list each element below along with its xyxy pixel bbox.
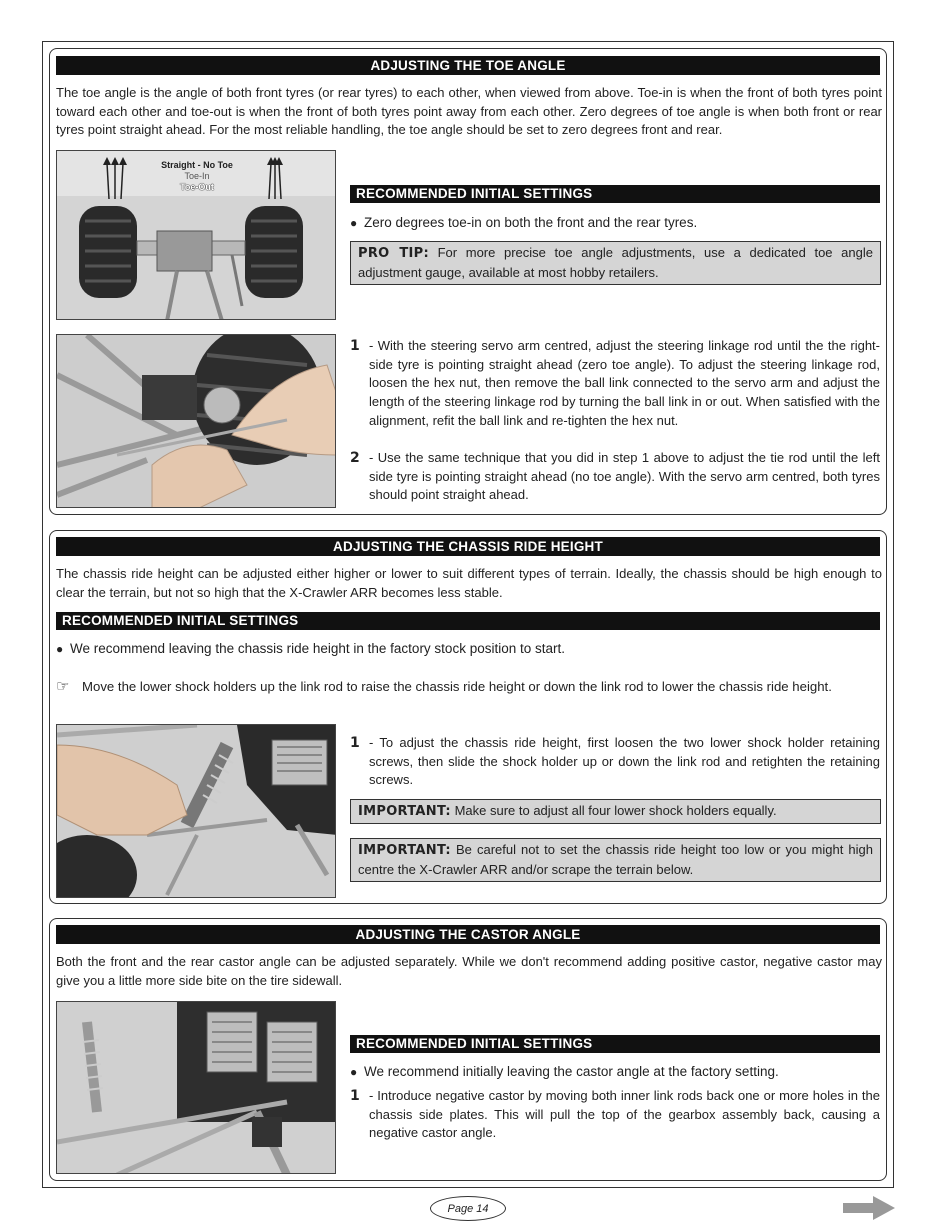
diagram-label-toe-out: Toe-Out <box>180 182 214 192</box>
steering-adjust-photo <box>56 334 336 508</box>
important-box-2 <box>350 838 881 882</box>
toe-step-1-number: 1 <box>350 338 360 354</box>
important-1-text: Make sure to adjust all four lower shock holders equally. <box>454 803 777 818</box>
castor-recommended-bullet: We recommend initially leaving the castor angle at the factory setting. <box>364 1064 779 1079</box>
ride-step-1-text: - To adjust the chassis ride height, first loosen the two lower shock holder retaining screws, then slide the shock holder up or down the link rod and retighten the retaining screws. <box>369 735 880 788</box>
important-2-lead: IMPORTANT: <box>358 843 451 858</box>
ride-step-1 <box>350 734 880 790</box>
toe-step-1 <box>350 337 880 431</box>
castor-photo <box>56 1001 336 1174</box>
ride-recommended-title: RECOMMENDED INITIAL SETTINGS <box>56 612 880 630</box>
castor-step-1-number: 1 <box>350 1088 360 1104</box>
toe-angle-section <box>49 48 887 515</box>
bullet-dot-icon: ● <box>56 642 64 656</box>
shock-holder-photo <box>56 724 336 898</box>
ride-recommended-bullet: We recommend leaving the chassis ride height in the factory stock position to start. <box>70 641 565 656</box>
toe-step-2 <box>350 449 880 505</box>
toe-recommended-bullet: Zero degrees toe-in on both the front and the rear tyres. <box>364 215 698 230</box>
pro-tip-box <box>350 241 881 285</box>
toe-intro-paragraph: The toe angle is the angle of both front tyres (or rear tyres) to each other, when viewed from above. Toe-in is when the front of both tyres point toward each other and toe-out is when the front of both tyres point away from each other. Zero degrees of toe angle is when both front or rear tyres point straight ahead. For the most reliable handling, the toe angle should be set to zero degrees front and rear. <box>56 85 882 138</box>
important-2-text: Be careful not to set the chassis ride height too low or you might high centre the X-Crawler ARR and/or scrape the terrain below. <box>358 842 873 877</box>
pointing-hand-icon: ☞ <box>56 678 70 695</box>
pro-tip-lead: PRO TIP: <box>358 246 429 261</box>
pro-tip-text: For more precise toe angle adjustments, use a dedicated toe angle adjustment gauge, available at most hobby retailers. <box>358 245 873 280</box>
bullet-dot-icon: ● <box>350 1065 358 1079</box>
page-number: Page 14 <box>430 1196 506 1221</box>
ride-height-section <box>49 530 887 904</box>
ride-step-1-number: 1 <box>350 735 360 751</box>
ride-intro-paragraph: The chassis ride height can be adjusted either higher or lower to suit different types of terrain. Ideally, the chassis should be high enough to clear the terrain, but not so high that the X-Crawler ARR becomes less stable. <box>56 566 882 600</box>
important-1-lead: IMPORTANT: <box>358 804 451 819</box>
ride-section-title: ADJUSTING THE CHASSIS RIDE HEIGHT <box>56 537 880 556</box>
castor-step-1 <box>350 1087 880 1143</box>
diagram-label-toe-in: Toe-In <box>184 171 210 181</box>
next-page-arrow-icon[interactable] <box>843 1196 895 1225</box>
toe-recommended-title: RECOMMENDED INITIAL SETTINGS <box>350 185 880 203</box>
castor-step-1-text: - Introduce negative castor by moving both inner link rods back one or more holes in the chassis side plates. This will pull the top of the gearbox assembly back, causing a negative castor angle. <box>369 1088 880 1141</box>
castor-intro-paragraph: Both the front and the rear castor angle can be adjusted separately. While we don't recommend adding positive castor, negative castor may give you a little more side bite on the tire sidewall. <box>56 954 882 988</box>
diagram-label-straight: Straight - No Toe <box>161 160 233 170</box>
ride-hand-note: Move the lower shock holders up the link rod to raise the chassis ride height or down the link rod to lower the chassis ride height. <box>82 679 832 694</box>
bullet-dot-icon: ● <box>350 216 358 230</box>
castor-angle-section <box>49 918 887 1181</box>
toe-step-2-text: - Use the same technique that you did in step 1 above to adjust the tie rod until the left side tyre is pointing straight ahead (no toe angle). With the servo arm centred, both tyres should point straight ahead. <box>369 450 880 503</box>
toe-diagram-photo <box>56 150 336 320</box>
toe-step-2-number: 2 <box>350 450 360 466</box>
toe-section-title: ADJUSTING THE TOE ANGLE <box>56 56 880 75</box>
castor-section-title: ADJUSTING THE CASTOR ANGLE <box>56 925 880 944</box>
important-box-1 <box>350 799 881 824</box>
castor-recommended-title: RECOMMENDED INITIAL SETTINGS <box>350 1035 880 1053</box>
toe-step-1-text: - With the steering servo arm centred, adjust the steering linkage rod until the the right-side tyre is pointing straight ahead (zero toe angle). To adjust the steering linkage rod, loosen the hex nut, then remove the ball link connected to the servo arm and adjust the length of the steering linkage rod by turning the ball link in or out. When satisfied with the alignment, refit the ball link and re-tighten the hex nut. <box>369 338 880 428</box>
